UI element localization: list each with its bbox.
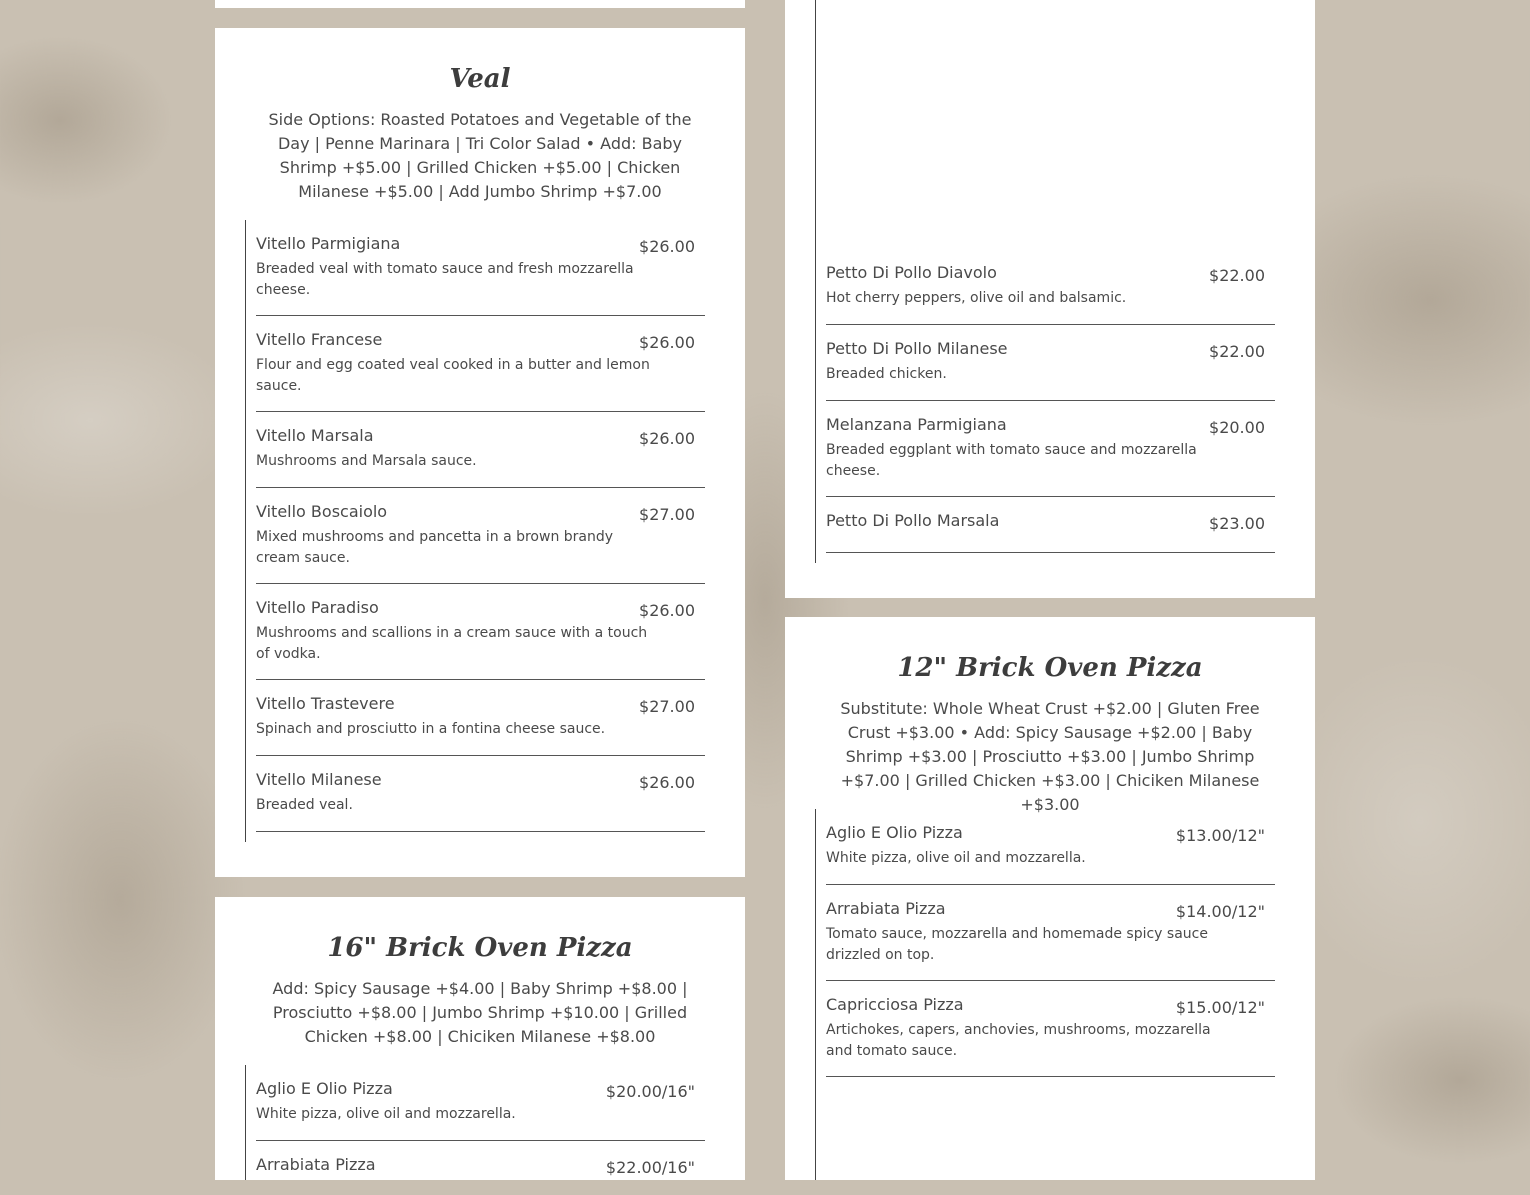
item-name: Vitello Marsala <box>256 426 374 445</box>
item-price: $13.00/12" <box>1175 826 1265 845</box>
item-description: Spinach and prosciutto in a fontina cheese sauce. <box>256 721 606 737</box>
item-price: $23.00 <box>1209 514 1265 533</box>
pizza16-item-list <box>245 1065 705 1180</box>
item-name: Vitello Paradiso <box>256 598 379 617</box>
item-description: White pizza, olive oil and mozzarella. <box>256 1106 516 1122</box>
item-description: Breaded veal. <box>256 797 353 813</box>
item-description: Breaded veal with tomato sauce and fresh mozzarella cheese. <box>256 261 634 298</box>
menu-item <box>826 339 1275 401</box>
chicken-item-list <box>815 0 1275 563</box>
item-price: $26.00 <box>639 333 695 352</box>
menu-item <box>826 511 1275 553</box>
pizza12-item-list <box>815 809 1275 1180</box>
menu-item <box>256 1079 705 1141</box>
section-description-pizza16: Add: Spicy Sausage +$4.00 | Baby Shrimp +$8.00 | Prosciutto +$8.00 | Jumbo Shrimp +$10.00 | Grilled Chicken +$8.00 | Chiciken Milanese +$8.00 <box>272 979 688 1046</box>
menu-item <box>826 899 1275 981</box>
pizza16-section-card <box>215 897 745 1180</box>
item-description: Mixed mushrooms and pancetta in a brown brandy cream sauce. <box>256 529 614 566</box>
item-description: Breaded eggplant with tomato sauce and mozzarella cheese. <box>826 442 1197 479</box>
item-name: Aglio E Olio Pizza <box>826 823 963 842</box>
section-title-pizza12: 12" Brick Oven Pizza <box>897 653 1203 683</box>
item-price: $22.00/16" <box>605 1158 695 1177</box>
item-name: Vitello Boscaiolo <box>256 502 388 521</box>
menu-item <box>826 995 1275 1077</box>
item-price: $22.00 <box>1209 266 1265 285</box>
menu-item <box>256 502 705 584</box>
item-name: Melanzana Parmigiana <box>826 415 1007 434</box>
section-description-veal: Side Options: Roasted Potatoes and Vegetable of the Day | Penne Marinara | Tri Color Salad • Add: Baby Shrimp +$5.00 | Grilled Chicken +$5.00 | Chicken Milanese +$5.00 | Add Jumbo Shrimp +$7.00 <box>268 110 692 201</box>
item-name: Petto Di Pollo Milanese <box>826 339 1008 358</box>
item-price: $27.00 <box>639 697 695 716</box>
item-name: Petto Di Pollo Marsala <box>826 511 1000 530</box>
item-price: $27.00 <box>639 505 695 524</box>
item-description: Hot cherry peppers, olive oil and balsamic. <box>826 290 1127 306</box>
veal-item-list <box>245 220 705 842</box>
section-title-veal: Veal <box>449 64 511 94</box>
menu-item <box>256 598 705 680</box>
item-price: $26.00 <box>639 773 695 792</box>
item-price: $22.00 <box>1209 342 1265 361</box>
item-name: Vitello Trastevere <box>256 694 395 713</box>
pizza12-section-card <box>785 617 1315 1180</box>
menu-item <box>256 770 705 832</box>
item-description: Breaded chicken. <box>826 366 947 382</box>
section-title-pizza16: 16" Brick Oven Pizza <box>327 933 633 963</box>
menu-item <box>826 415 1275 497</box>
item-price: $26.00 <box>639 601 695 620</box>
previous-section-card <box>215 0 745 8</box>
item-description: Mushrooms and scallions in a cream sauce with a touch of vodka. <box>256 625 648 662</box>
menu-item <box>826 823 1275 885</box>
menu-item <box>256 1155 705 1195</box>
item-name: Arrabiata Pizza <box>826 899 946 918</box>
item-price: $20.00 <box>1209 418 1265 437</box>
menu-item <box>256 694 705 756</box>
item-name: Vitello Francese <box>256 330 383 349</box>
menu-item <box>256 234 705 316</box>
menu-item <box>256 426 705 488</box>
item-name: Aglio E Olio Pizza <box>256 1079 393 1098</box>
menu-item <box>256 330 705 412</box>
chicken-section-card <box>785 0 1315 598</box>
item-description: Tomato sauce, mozzarella and homemade spicy sauce drizzled on top. <box>826 926 1208 963</box>
item-name: Capricciosa Pizza <box>826 995 964 1014</box>
item-name: Petto Di Pollo Diavolo <box>826 263 997 282</box>
item-price: $26.00 <box>639 429 695 448</box>
item-description: Artichokes, capers, anchovies, mushrooms, mozzarella and tomato sauce. <box>826 1022 1211 1059</box>
section-description-pizza12: Substitute: Whole Wheat Crust +$2.00 | Gluten Free Crust +$3.00 • Add: Spicy Sausage +$2.00 | Baby Shrimp +$3.00 | Prosciutto +$3.00 | Jumbo Shrimp +$7.00 | Grilled Chicken +$3.00 | Chiciken Milanese +$3.00 <box>840 699 1260 814</box>
item-description: Flour and egg coated veal cooked in a butter and lemon sauce. <box>256 357 650 394</box>
item-price: $20.00/16" <box>605 1082 695 1101</box>
item-price: $26.00 <box>639 237 695 256</box>
item-name: Vitello Milanese <box>256 770 382 789</box>
menu-item <box>826 263 1275 325</box>
item-price: $14.00/12" <box>1175 902 1265 921</box>
veal-section-card <box>215 28 745 877</box>
item-description: White pizza, olive oil and mozzarella. <box>826 850 1086 866</box>
item-description: Mushrooms and Marsala sauce. <box>256 453 477 469</box>
item-name: Vitello Parmigiana <box>256 234 401 253</box>
item-price: $15.00/12" <box>1175 998 1265 1017</box>
item-name: Arrabiata Pizza <box>256 1155 376 1174</box>
